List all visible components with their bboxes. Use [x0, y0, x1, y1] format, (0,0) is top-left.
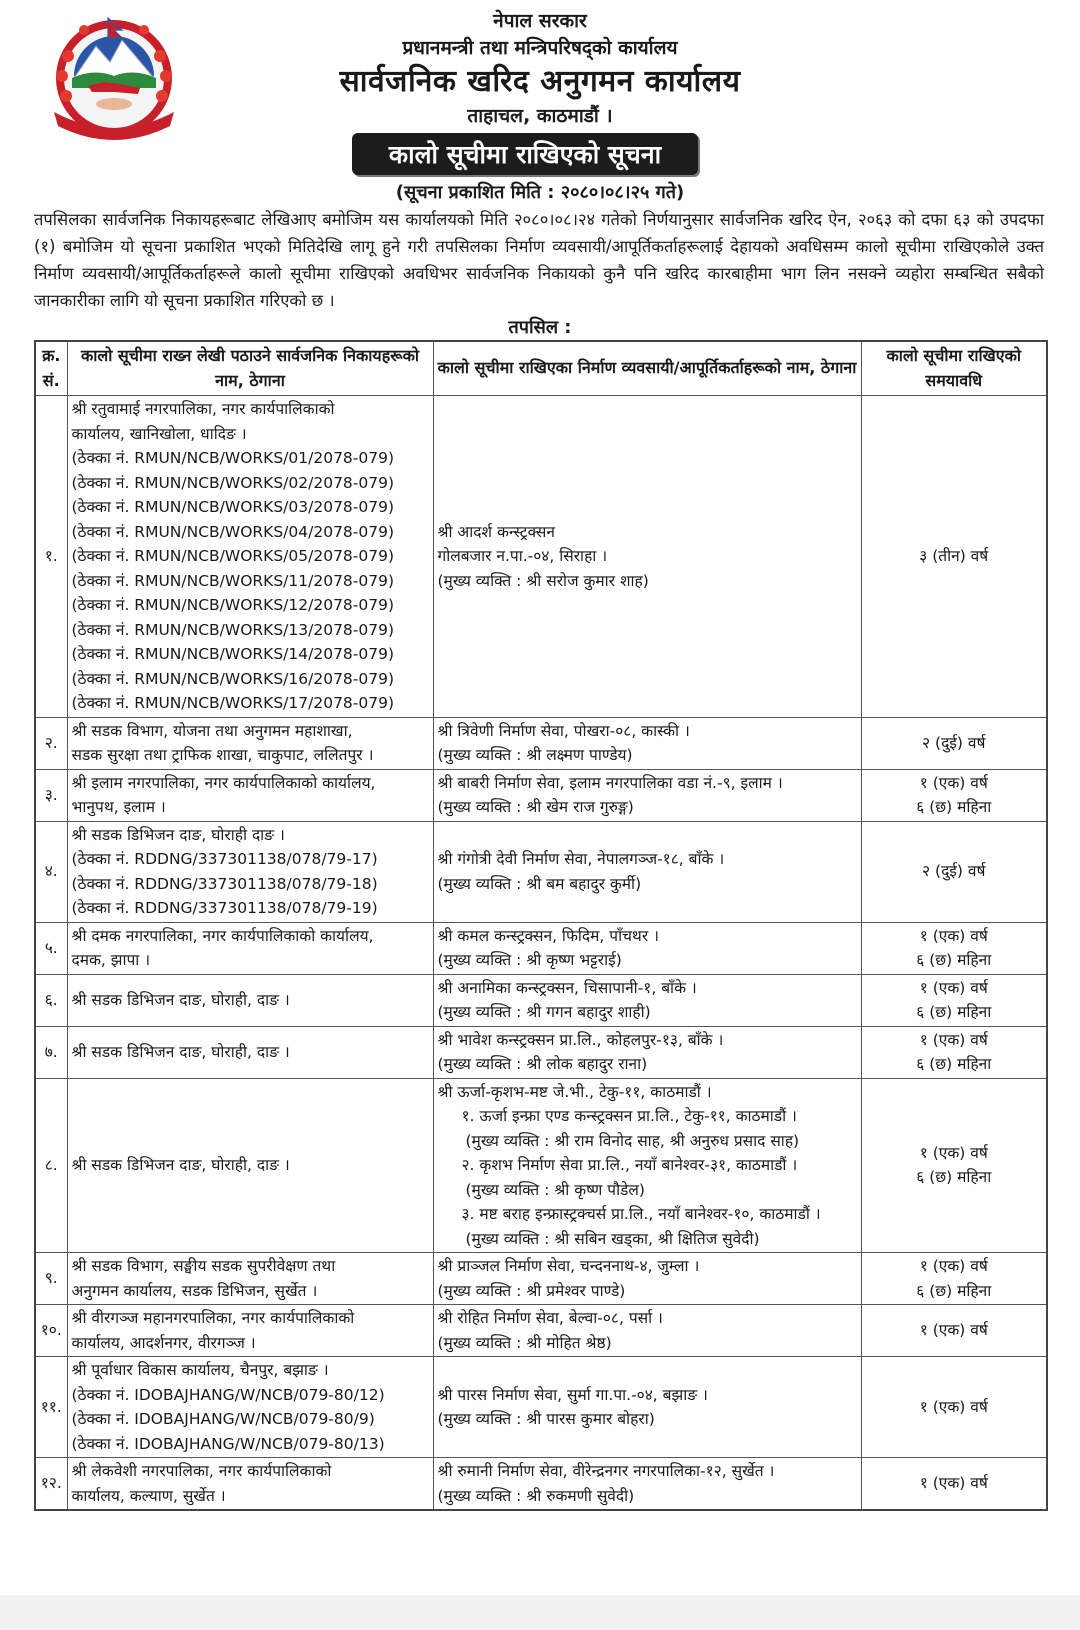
entity-cell-line: श्री रतुवामाई नगरपालिका, नगर कार्यपालिकाको — [71, 400, 335, 418]
entity-cell — [67, 1253, 433, 1305]
duration-cell-line: १ (एक) वर्ष — [919, 773, 988, 792]
contractor-cell — [433, 821, 861, 922]
entity-cell-line: श्री लेकवेशी नगरपालिका, नगर कार्यपालिकाको — [71, 1462, 332, 1480]
contractor-cell-line: (मुख्य व्यक्ति : श्री सरोज कुमार शाह) — [437, 571, 649, 590]
table-row — [35, 1078, 1047, 1253]
row-serial-number: ११. — [35, 1357, 67, 1458]
contractor-cell — [433, 769, 861, 821]
duration-cell-line: ३ (तीन) वर्ष — [919, 547, 989, 565]
contractor-cell-line: २. कृशभ निर्माण सेवा प्रा.लि., नयाँ बानेश्वर-३१, काठमाडौं । — [461, 1156, 798, 1174]
header-contractor: कालो सूचीमा राखिएका निर्माण व्यवसायी/आपूर्तिकर्ताहरूको नाम, ठेगाना — [433, 341, 861, 396]
office-location: ताहाचल, काठमाडौं । — [467, 105, 613, 127]
duration-cell-line: १ (एक) वर्ष — [919, 1397, 988, 1416]
duration-cell — [861, 1458, 1047, 1511]
entity-cell-line: श्री सडक डिभिजन दाङ, घोराही दाङ । — [71, 825, 285, 844]
contractor-cell-line: (मुख्य व्यक्ति : श्री सबिन खड्का, श्री क्षितिज सुवेदी) — [465, 1229, 760, 1248]
contractor-cell — [433, 396, 861, 718]
duration-cell — [861, 1078, 1047, 1253]
entity-cell-line: श्री सडक डिभिजन दाङ, घोराही, दाङ । — [71, 990, 290, 1009]
entity-cell-line: (ठेक्का नं. RMUN/NCB/WORKS/04/2078-079) — [71, 522, 395, 541]
contractor-cell-line: (मुख्य व्यक्ति : श्री राम विनोद साह, श्री अनुरुध प्रसाद साह) — [465, 1131, 800, 1150]
entity-cell — [67, 922, 433, 974]
entity-cell — [67, 396, 433, 718]
table-row — [35, 1305, 1047, 1357]
entity-cell-line: (ठेक्का नं. RMUN/NCB/WORKS/11/2078-079) — [71, 571, 395, 590]
contractor-cell-line: (मुख्य व्यक्ति : श्री कृष्ण भट्टराई) — [437, 951, 622, 969]
entity-cell-line: श्री दमक नगरपालिका, नगर कार्यपालिकाको कार्यालय, — [71, 926, 374, 945]
duration-cell — [861, 1305, 1047, 1357]
contractor-cell-line: (मुख्य व्यक्ति : श्री गगन बहादुर शाही) — [437, 1003, 651, 1021]
entity-cell — [67, 974, 433, 1026]
row-serial-number: ९. — [35, 1253, 67, 1305]
contractor-cell — [433, 1305, 861, 1357]
row-serial-number: ५. — [35, 922, 67, 974]
duration-cell-line: ६ (छ) महिना — [916, 1055, 992, 1073]
duration-cell-line: १ (एक) वर्ष — [919, 1474, 988, 1493]
entity-cell-line: (ठेक्का नं. RDDNG/337301138/078/79-19) — [71, 899, 378, 917]
row-serial-number: ४. — [35, 821, 67, 922]
entity-cell — [67, 1305, 433, 1357]
contractor-cell-line: (मुख्य व्यक्ति : श्री लोक बहादुर राना) — [437, 1055, 648, 1073]
entity-cell-line: श्री सडक विभाग, सङ्घीय सडक सुपरीवेक्षण तथा — [71, 1257, 336, 1275]
duration-cell — [861, 1357, 1047, 1458]
table-row — [35, 1253, 1047, 1305]
contractor-cell-line: श्री अनामिका कन्स्ट्रक्सन, चिसापानी-१, बाँके । — [437, 978, 697, 997]
entity-cell-line: (ठेक्का नं. RMUN/NCB/WORKS/05/2078-079) — [71, 547, 395, 565]
entity-cell-line: (ठेक्का नं. RMUN/NCB/WORKS/17/2078-079) — [71, 694, 395, 712]
table-body — [35, 396, 1047, 1511]
entity-cell — [67, 1458, 433, 1511]
row-serial-number: १२. — [35, 1458, 67, 1511]
contractor-cell-line: श्री रुमानी निर्माण सेवा, वीरेन्द्रनगर नगरपालिका-१२, सुर्खेत । — [437, 1462, 775, 1480]
row-serial-number: ३. — [35, 769, 67, 821]
duration-cell — [861, 1253, 1047, 1305]
duration-cell-line: ६ (छ) महिना — [916, 1281, 992, 1300]
row-serial-number: ६. — [35, 974, 67, 1026]
entity-cell-line: (ठेक्का नं. RMUN/NCB/WORKS/13/2078-079) — [71, 620, 395, 639]
entity-cell-line: (ठेक्का नं. IDOBAJHANG/W/NCB/079-80/12) — [71, 1385, 385, 1404]
entity-cell-line: श्री पूर्वाधार विकास कार्यालय, चैनपुर, बझाङ । — [71, 1361, 329, 1379]
duration-cell-line: १ (एक) वर्ष — [919, 1030, 988, 1049]
row-serial-number: ७. — [35, 1026, 67, 1078]
duration-cell — [861, 1026, 1047, 1078]
entity-cell-line: सडक सुरक्षा तथा ट्राफिक शाखा, चाकुपाट, ललितपुर । — [71, 746, 374, 764]
duration-cell — [861, 821, 1047, 922]
entity-cell-line: श्री इलाम नगरपालिका, नगर कार्यपालिकाको कार्यालय, — [71, 773, 376, 792]
contractor-cell — [433, 1253, 861, 1305]
entity-cell-line: (ठेक्का नं. RMUN/NCB/WORKS/16/2078-079) — [71, 669, 395, 688]
table-row — [35, 922, 1047, 974]
contractor-cell-line: श्री पारस निर्माण सेवा, सुर्मा गा.पा.-०४, बझाङ । — [437, 1385, 708, 1404]
nepal-emblem-icon — [44, 16, 184, 144]
duration-cell-line: १ (एक) वर्ष — [919, 926, 988, 945]
table-header-row — [35, 341, 1047, 396]
contractor-cell-line: श्री बाबरी निर्माण सेवा, इलाम नगरपालिका वडा नं.-९, इलाम । — [437, 773, 783, 792]
entity-cell — [67, 717, 433, 769]
entity-cell-line: कार्यालय, खानिखोला, धादिङ । — [71, 424, 247, 443]
entity-cell-line: (ठेक्का नं. RMUN/NCB/WORKS/12/2078-079) — [71, 596, 395, 614]
header — [190, 8, 890, 130]
duration-cell-line: ६ (छ) महिना — [916, 951, 992, 969]
contractor-cell — [433, 1026, 861, 1078]
duration-cell — [861, 922, 1047, 974]
entity-cell-line: श्री सडक डिभिजन दाङ, घोराही, दाङ । — [71, 1156, 290, 1174]
duration-cell-line: ६ (छ) महिना — [916, 1003, 992, 1021]
entity-cell — [67, 1078, 433, 1253]
entity-cell-line: अनुगमन कार्यालय, सडक डिभिजन, सुर्खेत । — [71, 1281, 318, 1300]
table-row — [35, 396, 1047, 718]
table-row — [35, 1458, 1047, 1511]
contractor-cell — [433, 717, 861, 769]
entity-cell-line: (ठेक्का नं. RMUN/NCB/WORKS/01/2078-079) — [71, 449, 395, 467]
contractor-cell-line: ३. मष्ट बराह इन्फ्रास्ट्रक्चर्स प्रा.लि., नयाँ बानेश्वर-१०, काठमाडौं । — [461, 1205, 821, 1223]
table-row — [35, 717, 1047, 769]
contractor-cell-line: श्री गंगोत्री देवी निर्माण सेवा, नेपालगञ्ज-१८, बाँके । — [437, 850, 725, 868]
entity-cell-line: (ठेक्का नं. RMUN/NCB/WORKS/02/2078-079) — [71, 473, 395, 492]
duration-cell-line: २ (दुई) वर्ष — [922, 862, 986, 881]
header-duration: कालो सूचीमा राखिएको समयावधि — [861, 341, 1047, 396]
contractor-cell — [433, 1078, 861, 1253]
notice-title-banner: कालो सूचीमा राखिएको सूचना — [352, 133, 698, 175]
contractor-cell-line: (मुख्य व्यक्ति : श्री पारस कुमार बोहरा) — [437, 1410, 655, 1428]
contractor-cell — [433, 922, 861, 974]
entity-cell — [67, 1357, 433, 1458]
entity-cell-line: (ठेक्का नं. RMUN/NCB/WORKS/03/2078-079) — [71, 498, 395, 516]
entity-cell-line: श्री सडक डिभिजन दाङ, घोराही, दाङ । — [71, 1042, 290, 1061]
table-row — [35, 1026, 1047, 1078]
duration-cell-line: १ (एक) वर्ष — [919, 1143, 988, 1162]
row-serial-number: २. — [35, 717, 67, 769]
contractor-cell-line: श्री कमल कन्स्ट्रक्सन, फिदिम, पाँचथर । — [437, 926, 659, 945]
entity-cell — [67, 769, 433, 821]
contractor-cell-line: श्री त्रिवेणी निर्माण सेवा, पोखरा-०८, कास्की । — [437, 721, 690, 740]
entity-cell — [67, 821, 433, 922]
ministry-name: प्रधानमन्त्री तथा मन्त्रिपरिषद्को कार्यालय — [402, 37, 678, 59]
bottom-margin — [0, 1595, 1080, 1630]
entity-cell-line: श्री सडक विभाग, योजना तथा अनुगमन महाशाखा, — [71, 721, 353, 740]
header-entity: कालो सूचीमा राख्न लेखी पठाउने सार्वजनिक निकायहरूको नाम, ठेगाना — [67, 341, 433, 396]
entity-cell-line: (ठेक्का नं. IDOBAJHANG/W/NCB/079-80/13) — [71, 1434, 385, 1453]
duration-cell — [861, 769, 1047, 821]
header-sn: क्र. सं. — [35, 341, 67, 396]
entity-cell-line: श्री वीरगञ्ज महानगरपालिका, नगर कार्यपालिकाको — [71, 1309, 355, 1327]
government-name: नेपाल सरकार — [493, 10, 587, 32]
entity-cell-line: कार्यालय, आदर्शनगर, वीरगञ्ज । — [71, 1333, 256, 1352]
entity-cell — [67, 1026, 433, 1078]
entity-cell-line: (ठेक्का नं. RDDNG/337301138/078/79-18) — [71, 874, 378, 893]
contractor-cell-line: १. ऊर्जा इन्फ्रा एण्ड कन्स्ट्रक्सन प्रा.लि., टेकु-११, काठमाडौं । — [461, 1107, 797, 1125]
contractor-cell-line: (मुख्य व्यक्ति : श्री खेम राज गुरुङ्ग) — [437, 798, 634, 816]
contractor-cell-line: गोलबजार न.पा.-०४, सिराहा । — [437, 547, 608, 565]
duration-cell — [861, 717, 1047, 769]
contractor-cell-line: (मुख्य व्यक्ति : श्री प्रमेश्वर पाण्डे) — [437, 1281, 626, 1300]
duration-cell-line: १ (एक) वर्ष — [919, 1257, 988, 1275]
contractor-cell-line: (मुख्य व्यक्ति : श्री बम बहादुर कुर्मी) — [437, 874, 642, 893]
contractor-cell-line: श्री ऊर्जा-कृशभ-मष्ट जे.भी., टेकु-११, काठमाडौं । — [437, 1082, 712, 1101]
intro-paragraph: तपसिलका सार्वजनिक निकायहरूबाट लेखिआए बमोजिम यस कार्यालयको मिति २०८०।०८।२४ गतेको निर्णयानुसार सार्वजनिक खरिद ऐन, २०६३ को दफा ६३ को उपदफा (१) बमोजिम यो सूचना प्रकाशित भएको मितिदेखि लागू हुने गरी तपसिलका निर्माण व्यवसायी/आपूर्तिकर्ताहरूलाई देहायको अवधिसम्म कालो सूचीमा राखिएकोले उक्त निर्माण व्यवसायी/आपूर्तिकर्ताहरूले कालो सूचीमा राखिएको अवधिभर सार्वजनिक निकायको कुनै पनि खरिद कारबाहीमा भाग लिन नसक्ने व्यहोरा सम्बन्धित सबैको जानकारीका लागि यो सूचना प्रकाशित गरिएको छ । — [34, 210, 1044, 310]
table-row — [35, 974, 1047, 1026]
duration-cell-line: २ (दुई) वर्ष — [922, 733, 986, 752]
entity-cell-line: (ठेक्का नं. RMUN/NCB/WORKS/14/2078-079) — [71, 645, 395, 663]
duration-cell-line: ६ (छ) महिना — [916, 798, 992, 816]
duration-cell-line: १ (एक) वर्ष — [919, 978, 988, 997]
contractor-cell-line: श्री रोहित निर्माण सेवा, बेल्वा-०८, पर्सा । — [437, 1309, 663, 1327]
contractor-cell-line: (मुख्य व्यक्ति : श्री कृष्ण पौडेल) — [465, 1180, 645, 1199]
row-serial-number: १. — [35, 396, 67, 718]
contractor-cell-line: (मुख्य व्यक्ति : श्री लक्ष्मण पाण्डेय) — [437, 746, 633, 764]
entity-cell-line: (ठेक्का नं. IDOBAJHANG/W/NCB/079-80/9) — [71, 1410, 375, 1428]
contractor-cell — [433, 1458, 861, 1511]
blacklist-table — [34, 340, 1048, 1511]
entity-cell-line: दमक, झापा । — [71, 951, 151, 969]
duration-cell-line: ६ (छ) महिना — [916, 1168, 992, 1187]
table-row — [35, 1357, 1047, 1458]
row-serial-number: ८. — [35, 1078, 67, 1253]
contractor-cell-line: श्री आदर्श कन्स्ट्रक्सन — [437, 522, 556, 541]
contractor-cell-line: श्री प्राञ्जल निर्माण सेवा, चन्दननाथ-४, जुम्ला । — [437, 1257, 700, 1275]
schedule-heading: तपसिल : — [508, 317, 572, 338]
contractor-cell-line: (मुख्य व्यक्ति : श्री मोहित श्रेष्ठ) — [437, 1333, 612, 1352]
duration-cell-line: १ (एक) वर्ष — [919, 1321, 988, 1340]
row-serial-number: १०. — [35, 1305, 67, 1357]
entity-cell-line: (ठेक्का नं. RDDNG/337301138/078/79-17) — [71, 850, 378, 868]
publication-date: (सूचना प्रकाशित मिति : २०८०।०८।२५ गते) — [395, 182, 685, 203]
entity-cell-line: भानुपथ, इलाम । — [71, 798, 166, 816]
duration-cell — [861, 396, 1047, 718]
entity-cell-line: कार्यालय, कल्याण, सुर्खेत । — [71, 1486, 226, 1505]
table-row — [35, 821, 1047, 922]
office-name: सार्वजनिक खरिद अनुगमन कार्यालय — [339, 64, 741, 99]
contractor-cell-line: (मुख्य व्यक्ति : श्री रुकमणी सुवेदी) — [437, 1486, 635, 1505]
contractor-cell-line: श्री भावेश कन्स्ट्रक्सन प्रा.लि., कोहलपुर-१३, बाँके । — [437, 1030, 724, 1049]
contractor-cell — [433, 1357, 861, 1458]
contractor-cell — [433, 974, 861, 1026]
table-row — [35, 769, 1047, 821]
duration-cell — [861, 974, 1047, 1026]
